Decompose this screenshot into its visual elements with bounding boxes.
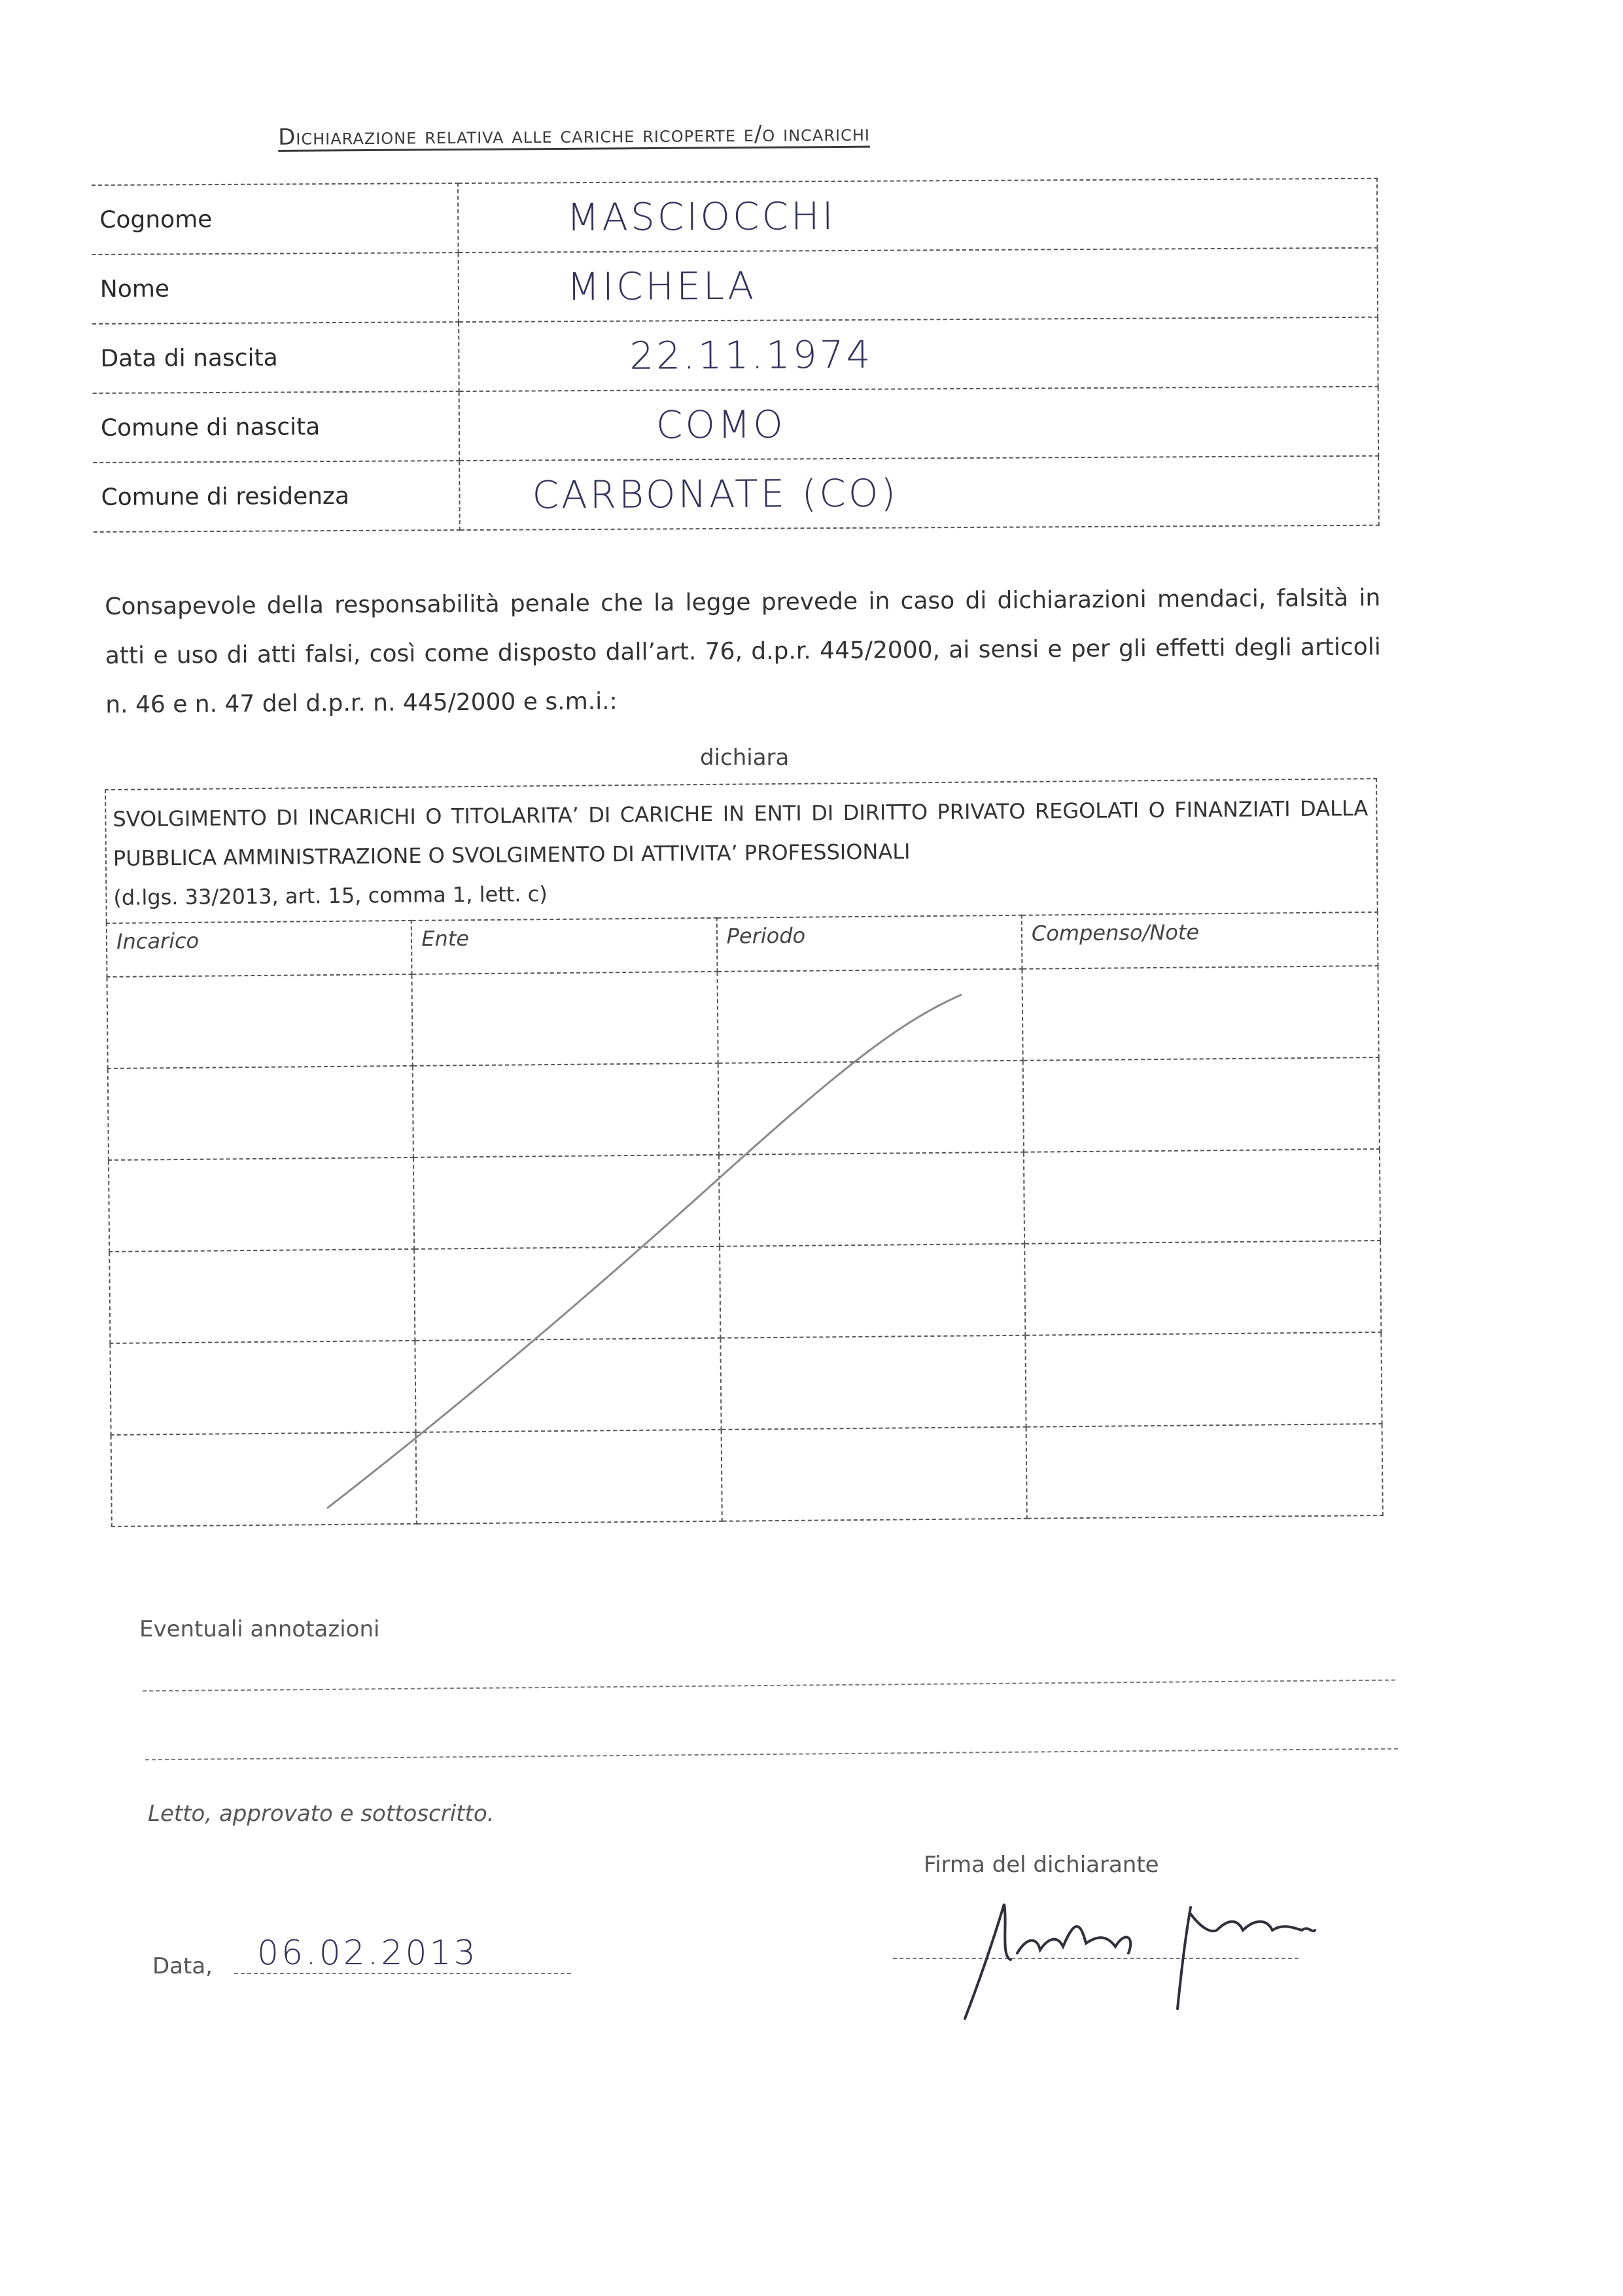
strike-through-line: [327, 995, 962, 1508]
document-title: Dichiarazione relativa alle cariche ricoperte e/o incarichi: [278, 120, 871, 150]
date-label: Data,: [152, 1953, 213, 1979]
declares-label: dichiara: [700, 745, 790, 771]
value-data-nascita: 22.11.1974: [459, 317, 1378, 391]
column-incarico: Incarico: [107, 921, 412, 977]
label-cognome: Cognome: [92, 183, 459, 255]
annotations-label: Eventuali annotazioni: [139, 1616, 380, 1642]
label-comune-residenza: Comune di residenza: [93, 461, 460, 532]
declaration-paragraph: Consapevole della responsabilità penale che la legge prevede in caso di dichiarazioni mendaci, falsità in atti e uso di atti falsi, così come disposto dall’art. 76, d.p.r. 445/2000, ai sensi e per gli effetti degli articoli n. 46 e n. 47 del d.p.r. n. 445/2000 e s.m.i.:: [105, 584, 1381, 718]
incarichi-heading: SVOLGIMENTO DI INCARICHI O TITOLARITA’ DI CARICHE IN ENTI DI DIRITTO PRIVATO REGOLATI O FINANZIATI DALLA PUBBLICA AMMINISTRAZIONE O SVOLGIMENTO DI ATTIVITA’ PROFESSIONALI: [113, 796, 1369, 871]
value-comune-residenza: CARBONATE (CO): [459, 456, 1379, 530]
signature-image: [965, 1904, 1315, 2019]
date-value: 06.02.2013: [257, 1934, 478, 1973]
signature-label: Firma del dichiarante: [924, 1852, 1159, 1878]
value-nome: MICHELA: [459, 248, 1378, 322]
approved-text: Letto, approvato e sottoscritto.: [148, 1801, 495, 1827]
incarichi-reference: (d.lgs. 33/2013, art. 15, comma 1, lett. c): [113, 881, 548, 910]
column-compenso-note: Compenso/Note: [1022, 912, 1378, 969]
label-data-nascita: Data di nascita: [92, 322, 459, 393]
column-periodo: Periodo: [716, 915, 1022, 972]
value-cognome: MASCIOCCHI: [458, 179, 1378, 253]
label-nome: Nome: [92, 253, 459, 324]
label-comune-nascita: Comune di nascita: [93, 391, 460, 463]
value-comune-nascita: COMO: [459, 387, 1379, 461]
column-ente: Ente: [411, 918, 717, 974]
